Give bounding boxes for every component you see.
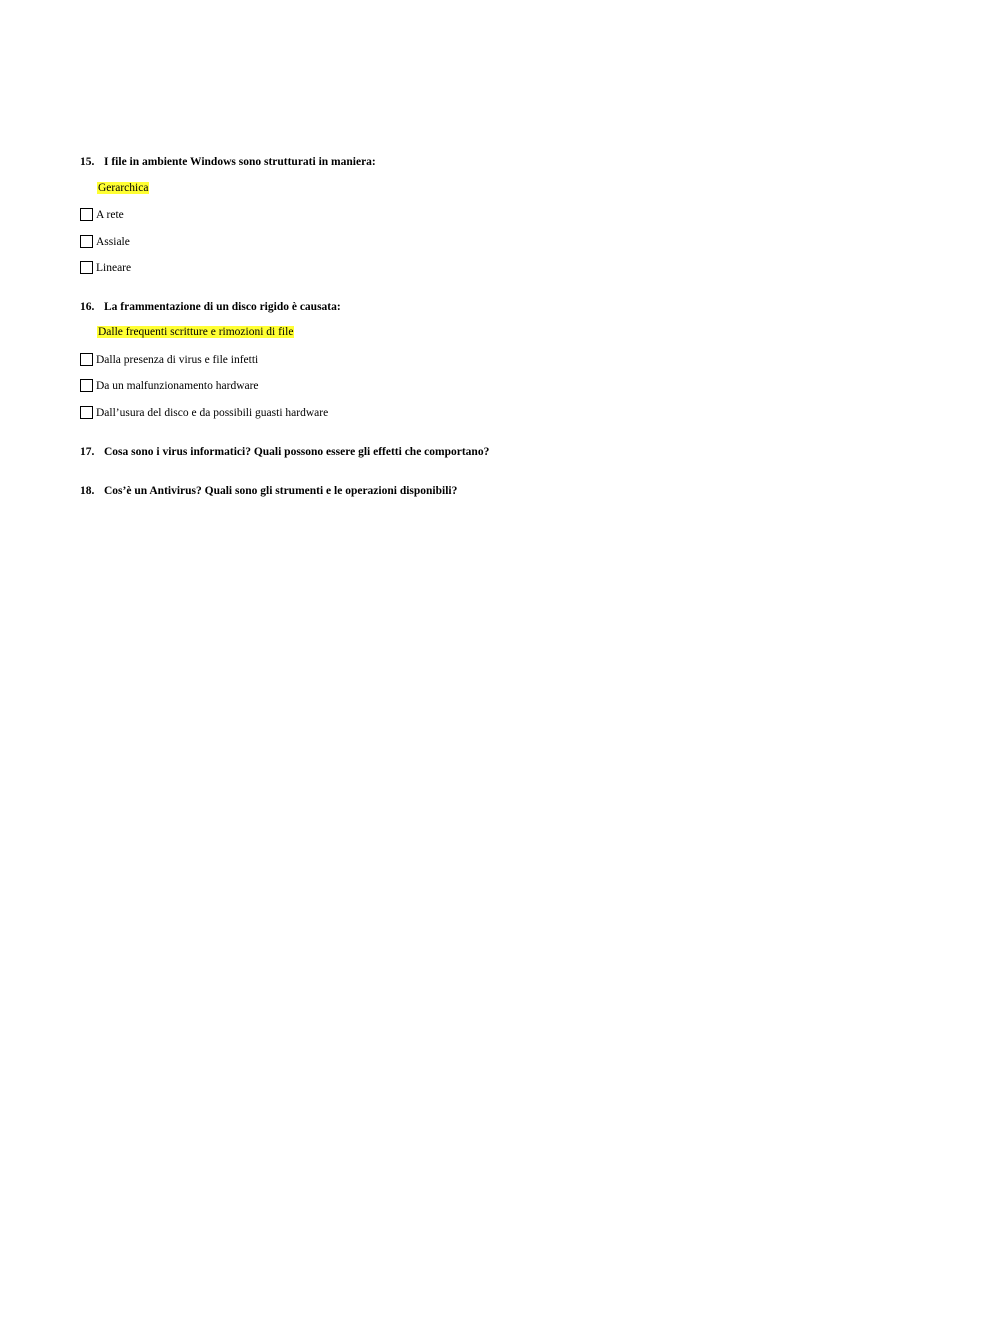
option-label: Lineare: [96, 261, 132, 274]
option-label: A rete: [96, 208, 124, 221]
question-number: 15.: [80, 156, 95, 168]
option-item[interactable]: [80, 208, 124, 221]
question-text: I file in ambiente Windows sono strutturati in maniera:: [104, 156, 376, 168]
question-text: La frammentazione di un disco rigido è causata:: [104, 301, 341, 313]
highlighted-answer: Gerarchica: [98, 182, 149, 194]
question-17: [80, 446, 489, 458]
question-18: [80, 485, 457, 497]
question-15: [80, 156, 376, 168]
option-item[interactable]: [80, 261, 131, 274]
checkbox[interactable]: [80, 208, 93, 221]
option-item[interactable]: [80, 353, 258, 366]
checkbox[interactable]: [80, 353, 93, 366]
option-label: Dalla presenza di virus e file infetti: [96, 353, 259, 366]
question-16: [80, 301, 341, 313]
option-label: Da un malfunzionamento hardware: [96, 379, 259, 392]
checkbox[interactable]: [80, 379, 93, 392]
question-number: 17.: [80, 446, 95, 458]
checkbox[interactable]: [80, 261, 93, 274]
option-label: Dall’usura del disco e da possibili guasti hardware: [96, 406, 329, 419]
option-item[interactable]: [80, 406, 328, 419]
question-text: Cosa sono i virus informatici? Quali possono essere gli effetti che comportano?: [104, 446, 490, 458]
question-number: 16.: [80, 301, 95, 313]
question-number: 18.: [80, 485, 95, 497]
option-item[interactable]: [80, 235, 130, 248]
checkbox[interactable]: [80, 406, 93, 419]
option-item[interactable]: [80, 379, 259, 392]
question-text: Cos’è un Antivirus? Quali sono gli strumenti e le operazioni disponibili?: [104, 485, 458, 497]
checkbox[interactable]: [80, 235, 93, 248]
highlighted-answer: Dalle frequenti scritture e rimozioni di file: [98, 326, 294, 338]
option-label: Assiale: [96, 235, 130, 248]
